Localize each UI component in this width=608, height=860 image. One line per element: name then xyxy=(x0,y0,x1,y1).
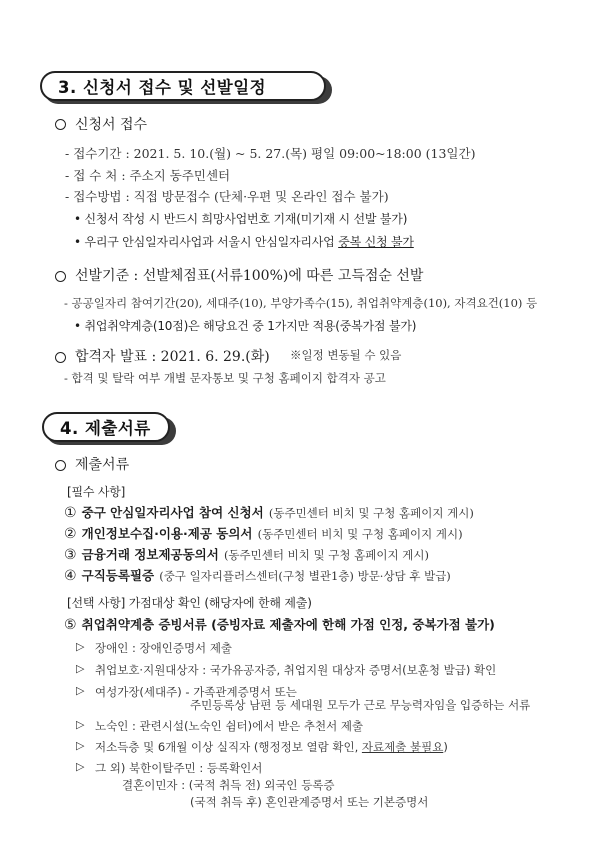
required-item xyxy=(64,565,451,584)
triangle-right-icon: ▷ xyxy=(76,684,85,697)
announcement-aside: ※일정 변동될 수 있음 xyxy=(290,348,402,362)
item-name: 중구 안심일자리사업 참여 신청서 xyxy=(81,505,264,520)
triangle-right-icon: ▷ xyxy=(76,760,85,773)
item-name: 금융거래 정보제공동의서 xyxy=(81,547,219,562)
bullet-circle-icon xyxy=(55,460,66,471)
triangle-right-icon: ▷ xyxy=(76,739,85,752)
item-number: ② xyxy=(64,526,77,542)
proof-female-head: 여성가장(세대주) - 가족관계증명서 또는 xyxy=(95,685,297,699)
optional-item-text: 취업취약계층 증빙서류 (증빙자료 제출자에 한해 가점 인정, 중복가점 불가) xyxy=(81,617,495,632)
announcement-detail: - 합격 및 탈락 여부 개별 문자통보 및 구청 홈페이지 합격자 공고 xyxy=(64,371,386,385)
duplicate-ban-text: 중복 신청 불가 xyxy=(338,235,414,249)
triangle-right-icon: ▷ xyxy=(76,640,85,653)
triangle-right-icon: ▷ xyxy=(76,718,85,731)
proof-immigrant-cont: (국적 취득 후) 혼인관계증명서 또는 기본증명서 xyxy=(190,795,429,809)
item-note: (중구 일자리플러스센터(구청 별관1층) 방문·상담 후 발급) xyxy=(159,569,451,583)
bullet-circle-icon xyxy=(55,352,66,363)
selection-criteria: - 공공일자리 참여기간(20), 세대주(10), 부양가족수(15), 취업취약계층(10), 자격요건(10) 등 xyxy=(64,296,538,310)
reception-note-2 xyxy=(74,233,414,250)
item-number: ⑤ xyxy=(64,617,77,633)
item-number: ③ xyxy=(64,547,77,563)
selection-heading: 선발기준 : 선발체점표(서류100%)에 따른 고득점순 선발 xyxy=(75,268,424,284)
reception-method: - 접수방법 : 직접 방문접수 (단체·우편 및 온라인 접수 불가) xyxy=(65,189,389,204)
proof-defector: 그 외) 북한이탈주민 : 등록확인서 xyxy=(95,761,263,775)
selection-note: • 취업취약계층(10점)은 해당요건 중 1가지만 적용(중복가점 불가) xyxy=(74,319,417,333)
item-note: (동주민센터 비치 및 구청 홈페이지 게시) xyxy=(257,527,463,541)
item-note: (동주민센터 비치 및 구청 홈페이지 게시) xyxy=(223,548,429,562)
proof-homeless: 노숙인 : 관련시설(노숙인 쉼터)에서 받은 추천서 제출 xyxy=(95,719,364,733)
section3-header: 3. 신청서 접수 및 선발일정 xyxy=(40,71,326,101)
required-item xyxy=(64,523,463,542)
item-name: 개인정보수집·이용·제공 동의서 xyxy=(81,526,253,541)
required-label: [필수 사항] xyxy=(67,485,126,499)
announcement-heading: 합격자 발표 : 2021. 6. 29.(화) xyxy=(75,349,270,365)
required-item xyxy=(64,544,429,563)
item-number: ① xyxy=(64,505,77,521)
reception-note-1: • 신청서 작성 시 반드시 희망사업번호 기재(미기재 시 선발 불가) xyxy=(74,212,408,226)
proof-low-income-end: ) xyxy=(443,740,448,754)
no-submission-text: 자료제출 불필요 xyxy=(361,740,444,754)
documents-heading: 제출서류 xyxy=(75,457,130,473)
item-name: 구직등록필증 xyxy=(81,568,155,583)
proof-low-income xyxy=(95,739,448,755)
proof-disabled: 장애인 : 장애인증명서 제출 xyxy=(95,641,233,655)
reception-place: - 접 수 처 : 주소지 동주민센터 xyxy=(65,168,231,183)
item-note: (동주민센터 비치 및 구청 홈페이지 게시) xyxy=(268,506,474,520)
item-number: ④ xyxy=(64,568,77,584)
bullet-circle-icon xyxy=(55,271,66,282)
optional-item xyxy=(64,614,495,633)
bullet-circle-icon xyxy=(55,119,66,130)
section4-header: 4. 제출서류 xyxy=(42,412,170,442)
proof-female-head-cont: 주민등록상 남편 등 세대원 모두가 근로 무능력자임을 입증하는 서류 xyxy=(190,698,531,712)
optional-label: [선택 사항] 가점대상 확인 (해당자에 한해 제출) xyxy=(67,596,312,610)
reception-period: - 접수기간 : 2021. 5. 10.(월) ~ 5. 27.(목) 평일 09:00~18:00 (13일간) xyxy=(65,146,476,161)
reception-heading: 신청서 접수 xyxy=(75,117,148,133)
triangle-right-icon: ▷ xyxy=(76,662,85,675)
proof-low-income-text: 저소득층 및 6개월 이상 실직자 (행정정보 열람 확인, xyxy=(95,740,362,754)
proof-immigrant: 결혼이민자 : (국적 취득 전) 외국인 등록증 xyxy=(122,778,335,792)
reception-note-2-text: • 우리구 안심일자리사업과 서울시 안심일자리사업 xyxy=(74,235,339,249)
required-item xyxy=(64,502,474,521)
proof-protected: 취업보호·지원대상자 : 국가유공자증, 취업지원 대상자 증명서(보훈청 발급) 확인 xyxy=(95,663,497,677)
